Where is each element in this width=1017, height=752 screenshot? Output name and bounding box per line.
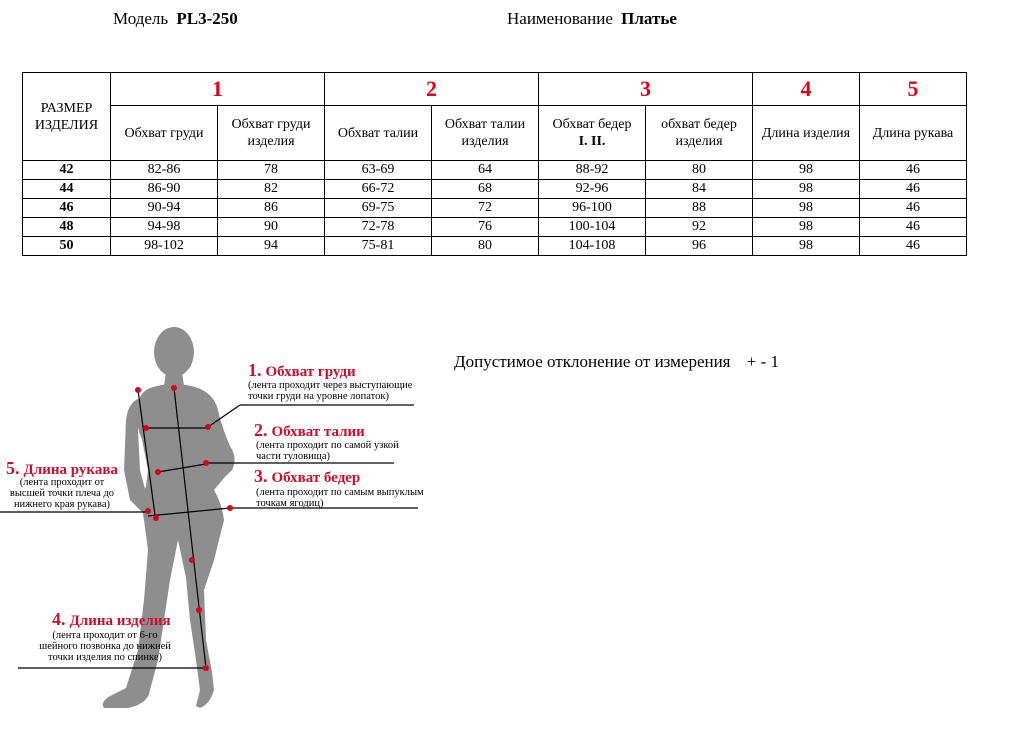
table-cell: 98 [753, 237, 860, 256]
table-cell: 76 [432, 218, 539, 237]
table-row [23, 180, 967, 199]
table-cell: 84 [646, 180, 753, 199]
table-cell: 80 [646, 161, 753, 180]
column-header-hips-garment: обхват бедер изделия [646, 106, 753, 161]
label-garment-length-title: 4. Длина изделия [52, 609, 171, 629]
table-cell: 80 [432, 237, 539, 256]
table-cell: 72 [432, 199, 539, 218]
model-value: PL3-250 [176, 9, 238, 28]
group-header-2: 2 [325, 73, 539, 106]
table-cell: 69-75 [325, 199, 432, 218]
size-header: РАЗМЕР ИЗДЕЛИЯ [23, 73, 111, 161]
table-row [23, 161, 967, 180]
table-cell: 104-108 [539, 237, 646, 256]
table-cell: 63-69 [325, 161, 432, 180]
label-bust-title: 1. Обхват груди [248, 360, 356, 380]
column-header-bust-garment: Обхват груди изделия [218, 106, 325, 161]
table-cell: 88 [646, 199, 753, 218]
table-cell: 92 [646, 218, 753, 237]
table-row [23, 199, 967, 218]
column-header-waist-garment: Обхват талии изделия [432, 106, 539, 161]
product-name-label: Наименование [507, 9, 613, 28]
table-cell: 46 [860, 180, 967, 199]
table-cell: 64 [432, 161, 539, 180]
size-cell: 46 [23, 199, 111, 218]
table-cell: 98 [753, 199, 860, 218]
table-cell: 78 [218, 161, 325, 180]
tolerance-value: + - 1 [746, 352, 779, 371]
table-cell: 88-92 [539, 161, 646, 180]
column-header-bust: Обхват груди [111, 106, 218, 161]
label-sleeve-length-title: 5. Длина рукава [6, 458, 118, 478]
table-cell: 100-104 [539, 218, 646, 237]
product-name-header [507, 9, 677, 29]
table-cell: 86-90 [111, 180, 218, 199]
label-waist-title: 2. Обхват талии [254, 420, 365, 440]
tolerance-note [454, 352, 779, 372]
tolerance-label: Допустимое отклонение от измерения [454, 352, 731, 371]
label-hips-title: 3. Обхват бедер [254, 466, 361, 486]
product-name-value: Платье [621, 9, 677, 28]
table-row [23, 237, 967, 256]
table-cell: 98 [753, 180, 860, 199]
column-header-hips: Обхват бедер I. II. [539, 106, 646, 161]
table-cell: 46 [860, 161, 967, 180]
column-header-sleeve-length: Длина рукава [860, 106, 967, 161]
group-header-5: 5 [860, 73, 967, 106]
model-label: Модель [113, 9, 169, 28]
table-cell: 90-94 [111, 199, 218, 218]
table-cell: 82 [218, 180, 325, 199]
table-cell: 94-98 [111, 218, 218, 237]
table-cell: 92-96 [539, 180, 646, 199]
table-cell: 86 [218, 199, 325, 218]
table-cell: 94 [218, 237, 325, 256]
model-header [113, 9, 238, 29]
label-garment-length-desc: (лента проходит от 6-го шейного позвонка до нижней точки изделия по спинке) [39, 630, 171, 663]
table-cell: 46 [860, 199, 967, 218]
size-table [22, 72, 967, 256]
table-cell: 75-81 [325, 237, 432, 256]
group-header-3: 3 [539, 73, 753, 106]
size-cell: 42 [23, 161, 111, 180]
table-cell: 46 [860, 218, 967, 237]
size-cell: 48 [23, 218, 111, 237]
label-sleeve-length-desc: (лента проходит от высшей точки плеча до нижнего края рукава) [9, 477, 115, 510]
table-cell: 66-72 [325, 180, 432, 199]
table-cell: 90 [218, 218, 325, 237]
table-cell: 82-86 [111, 161, 218, 180]
table-cell: 96-100 [539, 199, 646, 218]
group-header-4: 4 [753, 73, 860, 106]
table-cell: 96 [646, 237, 753, 256]
table-cell: 72-78 [325, 218, 432, 237]
table-cell: 46 [860, 237, 967, 256]
label-waist-desc: (лента проходит по самой узкой части туловища) [256, 440, 399, 462]
table-cell: 98 [753, 218, 860, 237]
size-cell: 50 [23, 237, 111, 256]
table-row [23, 218, 967, 237]
label-bust-desc: (лента проходит через выступающие точки груди на уровне лопаток) [248, 380, 413, 402]
table-cell: 98 [753, 161, 860, 180]
group-header-1: 1 [111, 73, 325, 106]
column-header-garment-length: Длина изделия [753, 106, 860, 161]
table-cell: 68 [432, 180, 539, 199]
size-cell: 44 [23, 180, 111, 199]
label-hips-desc: (лента проходит по самым выпуклым точкам ягодиц) [256, 487, 424, 509]
column-header-waist: Обхват талии [325, 106, 432, 161]
table-cell: 98-102 [111, 237, 218, 256]
